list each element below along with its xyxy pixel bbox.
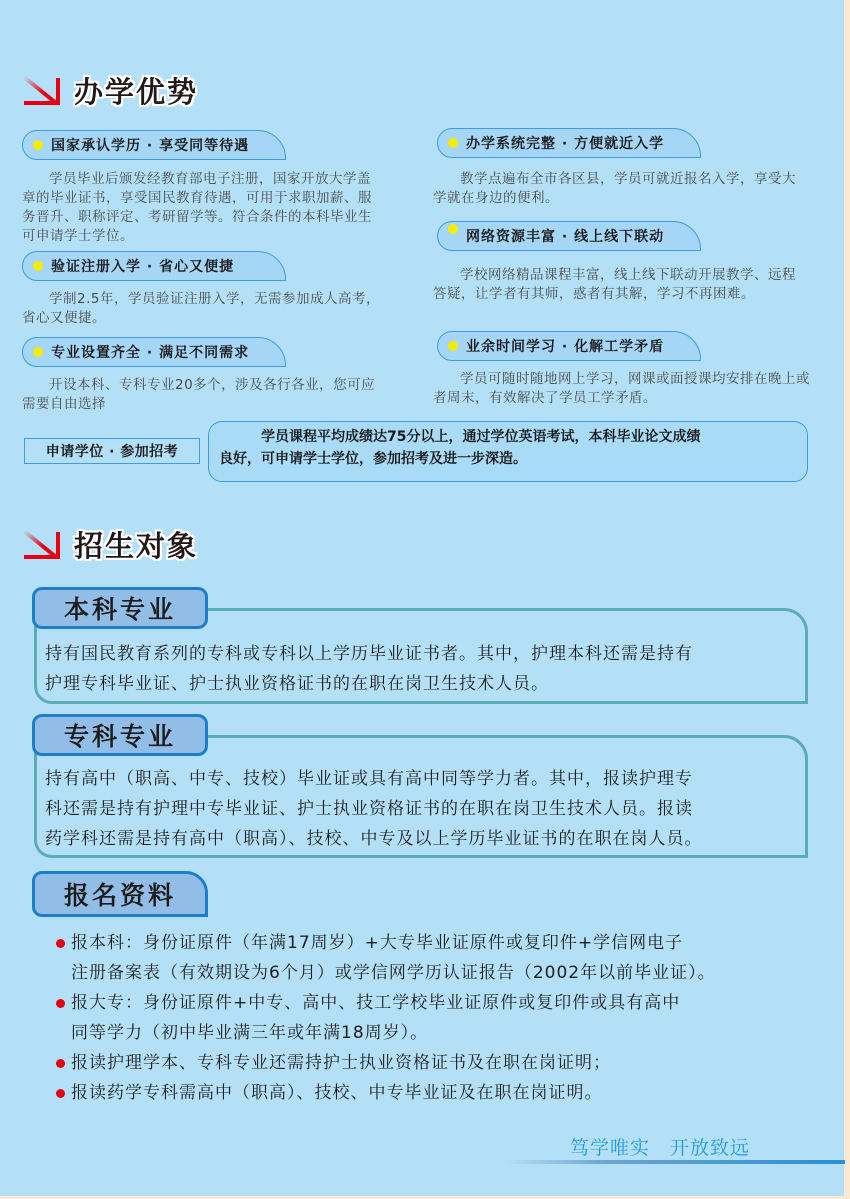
yellow-dot-icon bbox=[33, 140, 43, 150]
materials-item bbox=[56, 928, 826, 988]
advantage-body: 开设本科、专科专业20多个，涉及各行各业，您可应需要自由选择 bbox=[22, 377, 376, 412]
advantage-body: 教学点遍布全市各区县，学员可就近报名入学，享受大学就在身边的便利。 bbox=[433, 171, 796, 206]
yellow-dot-icon bbox=[33, 261, 43, 271]
advantage-heading bbox=[437, 128, 701, 158]
section-title-text: 招生对象 bbox=[74, 529, 199, 563]
degree-line: 良好，可申请学士学位，参加招考及进一步深造。 bbox=[219, 451, 527, 467]
materials-line: 同等学力（初中毕业满三年或年满18周岁）。 bbox=[71, 1023, 429, 1043]
advantage-heading-text: 国家承认学历 · 享受同等待遇 bbox=[51, 138, 250, 154]
junior-college-tab: 专科专业 bbox=[32, 714, 208, 756]
materials-list bbox=[56, 928, 826, 1108]
red-bullet-icon bbox=[56, 1089, 65, 1098]
materials-item bbox=[56, 1078, 826, 1108]
advantage-heading bbox=[22, 130, 286, 160]
materials-line: 注册备案表（有效期设为6个月）或学信网学历认证报告（2002年以前毕业证）。 bbox=[71, 963, 716, 983]
red-bullet-icon bbox=[56, 939, 65, 948]
advantage-heading-text: 验证注册入学 · 省心又便捷 bbox=[51, 259, 235, 275]
junior-college-line: 科还需是持有护理中专毕业证、护士执业资格证书的在职在岗卫生技术人员。报读 bbox=[45, 799, 693, 819]
advantage-heading-text: 办学系统完整 · 方便就近入学 bbox=[466, 136, 665, 152]
undergraduate-line: 持有国民教育系列的专科或专科以上学历毕业证书者。其中，护理本科还需是持有 bbox=[45, 644, 693, 664]
section-title-enrollment bbox=[22, 524, 198, 565]
degree-line: 学员课程平均成绩达75分以上，通过学位英语考试，本科毕业论文成绩 bbox=[261, 429, 701, 445]
undergraduate-tab: 本科专业 bbox=[32, 587, 208, 629]
materials-line: 报本科：身份证原件（年满17周岁）+大专毕业证原件或复印件+学信网电子 bbox=[71, 933, 684, 953]
advantage-heading bbox=[22, 337, 286, 367]
materials-item bbox=[56, 988, 826, 1048]
yellow-dot-icon bbox=[448, 224, 458, 234]
section-title-text: 办学优势 bbox=[74, 75, 199, 109]
degree-label: 申请学位 · 参加招考 bbox=[24, 438, 200, 464]
junior-college-line: 持有高中（职高、中专、技校）毕业证或具有高中同等学力者。其中，报读护理专 bbox=[45, 769, 693, 789]
advantage-heading bbox=[22, 251, 286, 281]
materials-line: 报读药学专科需高中（职高）、技校、中专毕业证及在职在岗证明。 bbox=[71, 1083, 603, 1103]
advantage-body: 学员可随时随地网上学习，网课或面授课均安排在晚上或者周末，有效解决了学员工学矛盾。 bbox=[433, 371, 810, 406]
degree-description bbox=[208, 421, 808, 482]
red-bullet-icon bbox=[56, 1059, 65, 1068]
advantage-body: 学校网络精品课程丰富，线上线下联动开展教学、远程答疑，让学者有其师，惑者有其解，学习不再困难。 bbox=[433, 267, 796, 302]
motto: 笃学唯实 开放致远 bbox=[570, 1137, 751, 1159]
yellow-dot-icon bbox=[448, 341, 458, 351]
red-arrow-icon bbox=[22, 75, 62, 107]
yellow-dot-icon bbox=[448, 138, 458, 148]
junior-college-line: 药学科还需是持有高中（职高）、技校、中专及以上学历毕业证书的在职在岗人员。 bbox=[45, 829, 703, 849]
materials-item bbox=[56, 1048, 826, 1078]
advantage-body: 学员毕业后颁发经教育部电子注册，国家开放大学盖章的毕业证书，享受国民教育待遇，可用于求职加薪、服务晋升、职称评定、考研留学等。符合条件的本科毕业生可申请学士学位。 bbox=[22, 171, 372, 244]
advantage-heading bbox=[437, 331, 701, 361]
red-arrow-icon bbox=[22, 529, 62, 561]
motto-underline bbox=[505, 1160, 845, 1164]
advantage-heading-text: 专业设置齐全 · 满足不同需求 bbox=[51, 345, 250, 361]
red-bullet-icon bbox=[56, 999, 65, 1008]
yellow-dot-icon bbox=[33, 347, 43, 357]
advantage-heading-text: 业余时间学习 · 化解工学矛盾 bbox=[466, 339, 665, 355]
advantage-body: 学制2.5年，学员验证注册入学，无需参加成人高考，省心又便捷。 bbox=[22, 291, 380, 326]
materials-tab: 报名资料 bbox=[32, 871, 208, 917]
undergraduate-line: 护理专科毕业证、护士执业资格证书的在职在岗卫生技术人员。 bbox=[45, 674, 549, 694]
advantage-heading bbox=[437, 221, 701, 251]
section-title-advantages bbox=[22, 70, 198, 111]
advantage-heading-text: 网络资源丰富 · 线上线下联动 bbox=[466, 229, 665, 245]
materials-line: 报大专：身份证原件+中专、高中、技工学校毕业证原件或复印件或具有高中 bbox=[71, 993, 681, 1013]
materials-line: 报读护理学本、专科专业还需持护士执业资格证书及在职在岗证明； bbox=[71, 1053, 611, 1073]
